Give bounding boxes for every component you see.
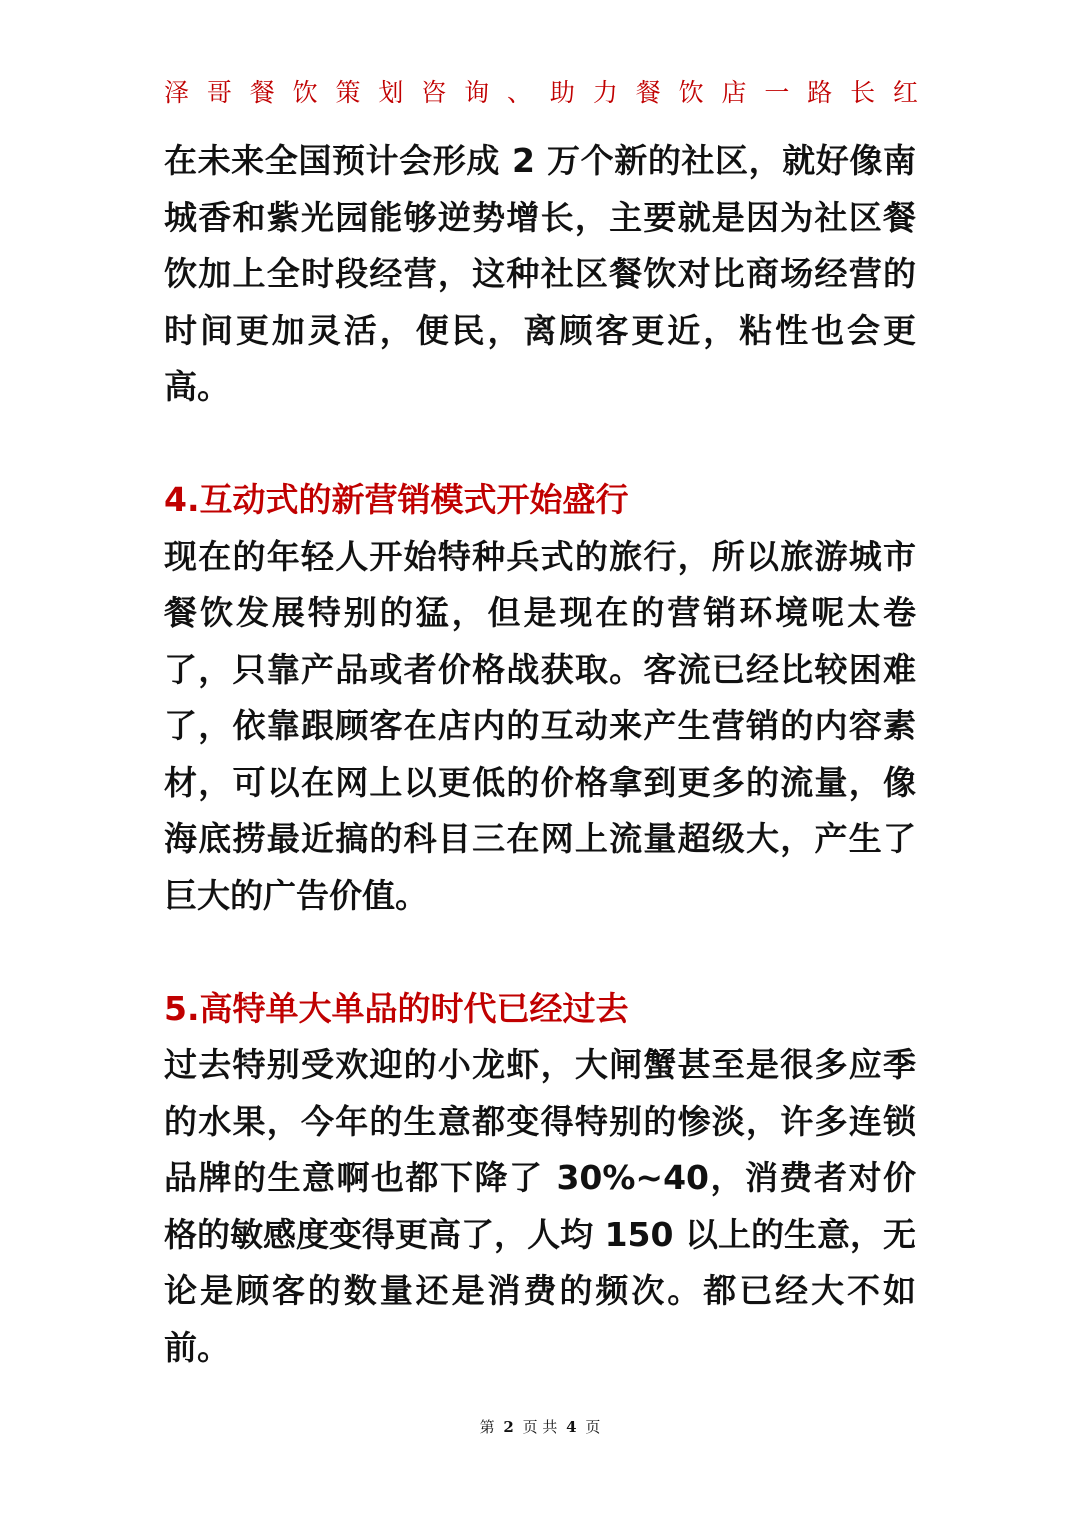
section-4-heading: 4.互动式的新营销模式开始盛行 — [164, 480, 629, 519]
section-5-heading: 5.高特单大单品的时代已经过去 — [164, 988, 629, 1028]
header-slogan: 泽哥餐饮策划咨询、助力餐饮店一路长红 — [164, 78, 920, 107]
document-body — [164, 133, 916, 1376]
section-4-body: 现在的年轻人开始特种兵式的旅行，所以旅游城市餐饮发展特别的猛，但是现在的营销环境呢太卷了，只靠产品或者价格战获取。客流已经比较困难了，依靠跟顾客在店内的互动来产生营销的内容素材，可以在网上以更低的价格拿到更多的流量，像海底捞最近搞的科目三在网上流量超级大，产生了巨大的广告价值。 — [164, 536, 916, 915]
total-page-number: 4 — [566, 1418, 577, 1436]
footer-middle: 页 共 — [522, 1418, 558, 1436]
section-spacer — [164, 924, 916, 981]
page-number-footer — [0, 1416, 1080, 1438]
intro-paragraph: 在未来全国预计会形成 2 万个新的社区，就好像南城香和紫光园能够逆势增长，主要就是因为社区餐饮加上全时段经营，这种社区餐饮对比商场经营的时间更加灵活，便民，离顾客更近，粘性也会更高。 — [164, 141, 916, 406]
section-5-body: 过去特别受欢迎的小龙虾，大闸蟹甚至是很多应季的水果，今年的生意都变得特别的惨淡，许多连锁品牌的生意啊也都下降了 30%~40，消费者对价格的敏感度变得更高了，人均 150 以上的生意，无论是顾客的数量还是消费的频次。都已经大不如前。 — [164, 1045, 916, 1367]
current-page-number: 2 — [503, 1418, 514, 1436]
footer-prefix: 第 — [479, 1418, 495, 1436]
footer-suffix: 页 — [585, 1418, 601, 1436]
section-spacer — [164, 416, 916, 473]
